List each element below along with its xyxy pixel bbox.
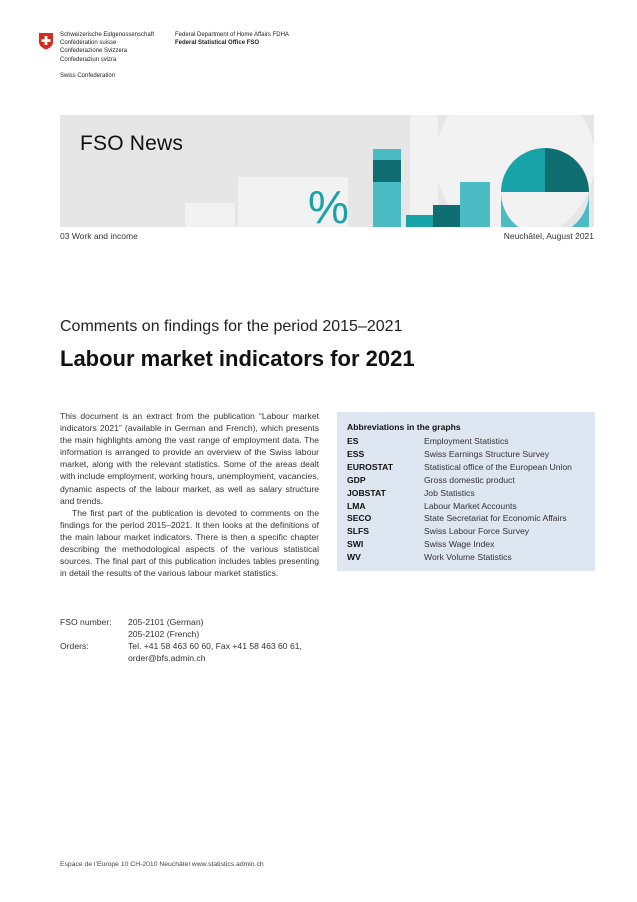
abbreviation-row xyxy=(347,538,572,551)
paragraph: This document is an extract from the publication “Labour market indicators 2021” (available in German and French), which presents the main highlights among the vast range of employment data. The information is arranged to provide an overview of the Swiss labour market, along with the relevant statistics. Some of the areas dealt with include employment, working hours, unemployment, vacancies, dynamic aspects of the labour market, as well as salary structure and trends. xyxy=(60,411,319,506)
place-date: Neuchâtel, August 2021 xyxy=(503,231,594,241)
abbreviation-text: Labour Market Accounts xyxy=(424,500,517,511)
abbreviation-row xyxy=(347,435,572,448)
publication-info xyxy=(60,616,302,664)
abbreviation-text: Gross domestic product xyxy=(424,474,515,485)
abbreviations-title: Abbreviations in the graphs xyxy=(347,422,461,432)
document-subtitle: Comments on findings for the period 2015–2021 xyxy=(60,318,403,335)
section-label: 03 Work and income xyxy=(60,231,138,241)
footer-address: Espace de l’Europe 10 CH-2010 Neuchâtel www.statistics.admin.ch xyxy=(60,861,264,868)
abbreviation-text: Employment Statistics xyxy=(424,436,509,446)
abbreviation-row xyxy=(347,448,572,461)
abbreviation-text: Swiss Earnings Structure Survey xyxy=(424,448,550,459)
department-name: Federal Department of Home Affairs FDHA xyxy=(175,32,289,38)
department-block xyxy=(175,31,289,47)
abbreviation-text: State Secretariat for Economic Affairs xyxy=(424,513,567,524)
abbreviation-row xyxy=(347,474,572,487)
abbreviation-code: ES xyxy=(347,436,359,446)
office-name: Federal Statistical Office FSO xyxy=(175,40,260,47)
percent-glyph: % xyxy=(308,181,349,227)
banner-bar xyxy=(373,182,401,227)
document-title: Labour market indicators for 2021 xyxy=(60,346,415,371)
orders-label: Orders: xyxy=(60,641,89,652)
orders-contact: Tel. +41 58 463 60 60, Fax +41 58 463 60 61, xyxy=(128,641,302,652)
abbreviation-code: ESS xyxy=(347,448,365,459)
confederation-names xyxy=(60,31,154,64)
banner-title: FSO News xyxy=(80,132,184,155)
abbreviation-text: Statistical office of the European Union xyxy=(424,461,572,472)
banner-light-shape xyxy=(185,203,235,227)
info-row xyxy=(60,640,302,652)
banner-bar xyxy=(373,149,401,160)
info-row xyxy=(60,616,302,628)
fso-number-value: 205-2101 (German) xyxy=(128,617,204,627)
abbreviation-code: SLFS xyxy=(347,526,369,537)
banner-bar xyxy=(433,205,460,227)
info-row xyxy=(60,628,302,640)
banner-bar xyxy=(460,182,490,227)
confederation-line: Confederazione Svizzera xyxy=(60,48,128,55)
abbreviation-code: SECO xyxy=(347,513,372,524)
abbreviation-code: EUROSTAT xyxy=(347,461,393,472)
abbreviation-code: WV xyxy=(347,552,361,563)
abbreviation-text: Job Statistics xyxy=(424,487,475,498)
abbreviations-box xyxy=(337,412,595,571)
abbreviation-code: JOBSTAT xyxy=(347,487,386,498)
abbreviation-code: LMA xyxy=(347,500,366,511)
confederation-line: Confédération suisse xyxy=(60,40,117,47)
abbreviation-code: GDP xyxy=(347,474,366,485)
abbreviation-row xyxy=(347,500,572,513)
confederation-line: Confederaziun svizra xyxy=(60,56,117,63)
orders-email[interactable]: order@bfs.admin.ch xyxy=(128,653,206,664)
abbreviation-row xyxy=(347,551,572,564)
abbreviation-code: SWI xyxy=(347,539,364,550)
banner-bar xyxy=(406,215,433,227)
info-row xyxy=(60,652,302,664)
abbreviation-row xyxy=(347,461,572,474)
swiss-flag-icon xyxy=(38,32,54,50)
abbreviation-text: Swiss Labour Force Survey xyxy=(424,526,530,537)
abbreviation-row xyxy=(347,487,572,500)
abbreviation-text: Swiss Wage Index xyxy=(424,539,495,550)
abbreviation-row xyxy=(347,525,572,538)
confederation-line: Schweizerische Eidgenossenschaft xyxy=(60,32,155,38)
fso-number-label: FSO number: xyxy=(60,617,112,627)
confederation-english: Swiss Confederation xyxy=(60,73,116,79)
abbreviation-row xyxy=(347,512,572,525)
abbreviations-list xyxy=(347,435,572,564)
abbreviation-text: Work Volume Statistics xyxy=(424,552,512,563)
paragraph: The first part of the publication is devoted to comments on the findings for the period 2015–2021. It then looks at the definitions of the main labour market indicators. There is then a specific chapter describing the methodological aspects of the various statistical sources. The final part of this publication includes tables presenting in detail the results of the various labour market statistics. xyxy=(60,507,319,579)
body-text xyxy=(60,410,319,579)
fso-number-value: 205-2102 (French) xyxy=(128,629,200,640)
banner-bar xyxy=(373,160,401,182)
